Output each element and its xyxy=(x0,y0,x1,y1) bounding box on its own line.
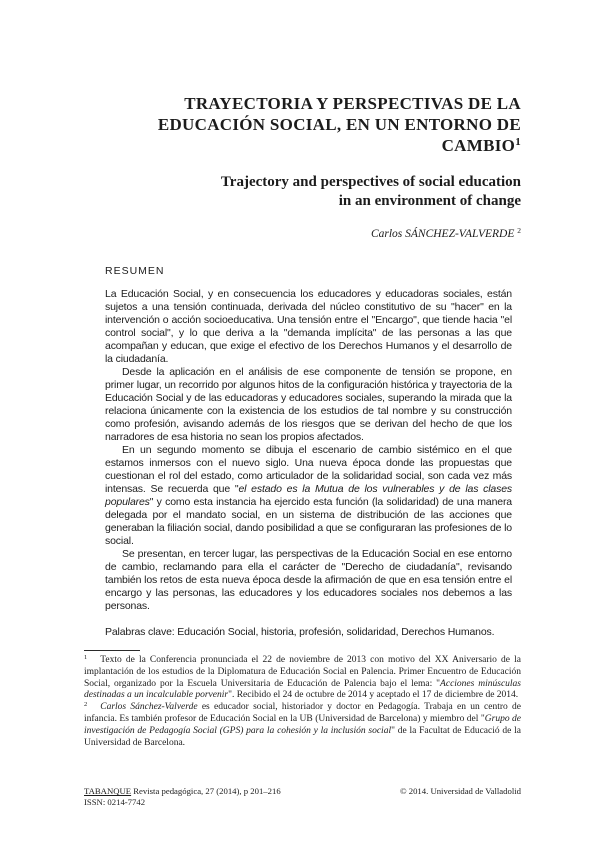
keywords-paragraph: Palabras clave: Educación Social, historia, profesión, solidaridad, Derechos Humanos. xyxy=(105,626,495,638)
footnote-text-2: Carlos Sánchez-Valverde es educador social, historiador y doctor en Pedagogía. Trabaja en un centro de infancia. Es también profesor de Educación Social en la UB (Universidad de Barcelona) y miembro del "Grupo de investigación de Pedagogía Social (GPS) para la cohesión y la inclusión social" de la Facultat de Educació de la Universidad de Barcelona. xyxy=(84,702,522,748)
copyright-notice: © 2014. Universidad de Valladolid xyxy=(399,786,521,796)
footnote-ref-1: 1 xyxy=(84,654,88,661)
footnotes-section xyxy=(84,650,521,749)
footnote-ref-2: 2 xyxy=(84,701,88,709)
abstract-paragraph-3: En un segundo momento se dibuja el escenario de cambio sistémico en el que estamos inmersos con el nuevo siglo. Una nueva época donde las propuestas que cuestionan el rol del estado, como articulador de la solidaridad social, son cada vez más intensas. Se recuerda que "el estado es la Mutua de los vulnerables y de las clases populares" y como esta instancia ha ejercido esta función (la solidaridad) de una manera delegada por el mandato social, en un sistema de distribución de las acciones que generaban la filiación social, dando posibilidad a que se configuraran las profesiones de lo social. xyxy=(105,444,512,547)
page-footer xyxy=(84,786,521,808)
abstract-heading: RESUMEN xyxy=(105,265,165,277)
paper-title-english xyxy=(84,173,521,211)
journal-citation-block xyxy=(84,786,281,808)
author-name: Carlos SÁNCHEZ-VALVERDE xyxy=(370,228,515,240)
footnote-separator xyxy=(84,650,140,651)
footnotes-list xyxy=(84,655,521,749)
abstract-section xyxy=(105,265,512,639)
paper-title-spanish xyxy=(84,93,521,156)
title-es-line-2: EDUCACIÓN SOCIAL, EN UN ENTORNO DE CAMBIO xyxy=(157,115,521,155)
footnote-item-2 xyxy=(84,702,521,749)
author-line xyxy=(84,227,521,241)
journal-name: TABANQUE xyxy=(84,786,132,796)
abstract-paragraph-2: Desde la aplicación en el análisis de ese componente de tensión se propone, en primer lugar, un recorrido por algunos hitos de la configuración histórica y trayectoria de la Educación Social y de las educadoras y educadores sociales, superando la mirada que la relaciona únicamente con la existencia de los estudios de tal nombre y su construcción como profesión, avisando además de los riesgos que se derivan del hecho de que los narradores de esa historia no sean los propios afectados. xyxy=(105,366,512,443)
issn: ISSN: 0214-7742 xyxy=(84,797,146,807)
title-footnote-ref: 1 xyxy=(515,136,521,148)
title-en-line-2: in an environment of change xyxy=(338,193,521,209)
author-footnote-ref: 2 xyxy=(517,226,521,235)
title-en-line-1: Trajectory and perspectives of social education xyxy=(220,174,521,190)
abstract-paragraph-1: La Educación Social, y en consecuencia los educadores y educadoras sociales, están sujetos a una tensión continuada, derivada del núcleo constitutivo de su "hacer" en la intervención o acción socioeducativa. Una tensión entre el "Encargo", que tiende hacia "el control social", y lo que deriva a la "demanda implícita" de las personas a las que acompañan y educan, que exige el efectivo de los Derechos Humanos y el desarrollo de la ciudadanía. xyxy=(105,288,512,365)
journal-citation xyxy=(84,786,281,797)
footnote-text-1: Texto de la Conferencia pronunciada el 22 de noviembre de 2013 con motivo del XX Aniversario de la implantación de los estudios de la Diplomatura de Educación Social en Palencia. Primer Encuentro de Educación Social, organizado por la Escuela Universitaria de Educación de Palencia bajo el lema: "Acciones minúsculas destinadas a un incalculable porvenir". Recibido el 24 de octubre de 2014 y aceptado el 17 de diciembre de 2014. xyxy=(84,655,521,701)
paper-content xyxy=(84,93,521,639)
title-es-line-1: TRAYECTORIA Y PERSPECTIVAS DE LA xyxy=(184,94,521,113)
abstract-paragraph-4: Se presentan, en tercer lugar, las perspectivas de la Educación Social en ese entorno de cambio, reclamando para ella el carácter de "Derecho de ciudadanía", revisando también los retos de esta nueva época desde la afirmación de que en esa tensión entre el encargo y las personas, las educadores y los educadores sociales nos debemos a las personas. xyxy=(105,548,512,612)
footnote-item-1 xyxy=(84,655,521,702)
journal-citation-rest: Revista pedagógica, 27 (2014), p 201–216 xyxy=(131,786,281,796)
